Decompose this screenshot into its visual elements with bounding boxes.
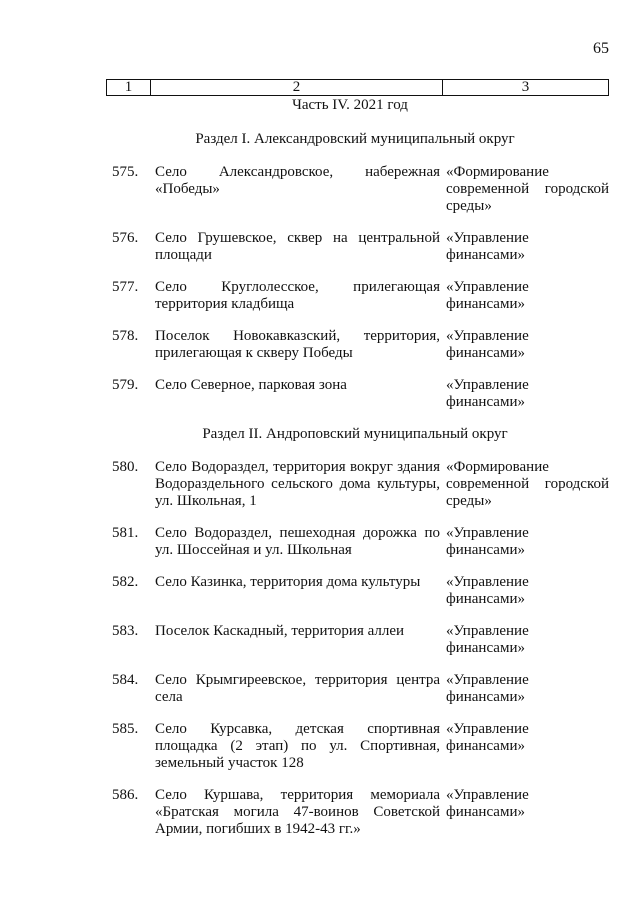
- entry-program: «Управление финансами»: [446, 377, 529, 410]
- entry-description: Село Водораздел, пешеходная дорожка по ул. Шоссейная и ул. Школьная: [155, 525, 440, 558]
- entry-number: 577.: [112, 279, 139, 295]
- entry-program: «Формирование современной городской среды»: [446, 164, 609, 214]
- column-header-row: [106, 79, 609, 96]
- entry-program: «Управление финансами»: [446, 787, 529, 820]
- entry-description: Село Водораздел, территория вокруг здания Водораздельного сельского дома культуры, ул. Школьная, 1: [155, 459, 440, 509]
- entry-number: 581.: [112, 525, 139, 541]
- entry-description: Село Северное, парковая зона: [155, 377, 347, 393]
- entry-description: Село Крымгиреевское, территория центра села: [155, 672, 440, 705]
- entry-program: «Управление финансами»: [446, 672, 529, 705]
- entry-number: 583.: [112, 623, 139, 639]
- entry-number: 579.: [112, 377, 139, 393]
- entry-number: 576.: [112, 230, 139, 246]
- entry-number: 578.: [112, 328, 139, 344]
- section-title: Раздел I. Александровский муниципальный округ: [195, 131, 515, 147]
- column-header-1: 1: [107, 80, 151, 95]
- entry-program: «Управление финансами»: [446, 721, 529, 754]
- entry-description: Поселок Каскадный, территория аллеи: [155, 623, 405, 639]
- entry-number: 580.: [112, 459, 139, 475]
- entry-program: «Управление финансами»: [446, 328, 529, 361]
- entry-program: «Управление финансами»: [446, 574, 529, 607]
- section-title: Раздел II. Андроповский муниципальный округ: [202, 426, 508, 442]
- column-header-3: 3: [521, 79, 530, 95]
- entry-description: Село Курсавка, детская спортивная площадка (2 этап) по ул. Спортивная, земельный участок 128: [155, 721, 440, 771]
- entry-description: Село Круглолесское, прилегающая территория кладбища: [155, 279, 440, 312]
- entry-number: 586.: [112, 787, 139, 803]
- entry-program: «Формирование современной городской среды»: [446, 459, 609, 509]
- entry-description: Поселок Новокавказский, территория, прилегающая к скверу Победы: [155, 328, 440, 361]
- entry-program: «Управление финансами»: [446, 230, 529, 263]
- entry-program: «Управление финансами»: [446, 525, 529, 558]
- entry-program: «Управление финансами»: [446, 623, 529, 656]
- entry-description: Село Казинка, территория дома культуры: [155, 574, 421, 590]
- entry-number: 575.: [112, 164, 139, 180]
- part-title: Часть IV. 2021 год: [292, 97, 408, 113]
- page-number: 65: [593, 40, 609, 57]
- entry-number: 585.: [112, 721, 139, 737]
- entry-description: Село Александровское, набережная «Победы»: [155, 164, 440, 197]
- entry-number: 584.: [112, 672, 139, 688]
- entry-description: Село Грушевское, сквер на центральной площади: [155, 230, 440, 263]
- column-header-2: 2: [151, 80, 443, 95]
- entry-program: «Управление финансами»: [446, 279, 529, 312]
- entry-description: Село Куршава, территория мемориала «Братская могила 47-воинов Советской Армии, погибших в 1942-43 гг.»: [155, 787, 440, 837]
- entry-number: 582.: [112, 574, 139, 590]
